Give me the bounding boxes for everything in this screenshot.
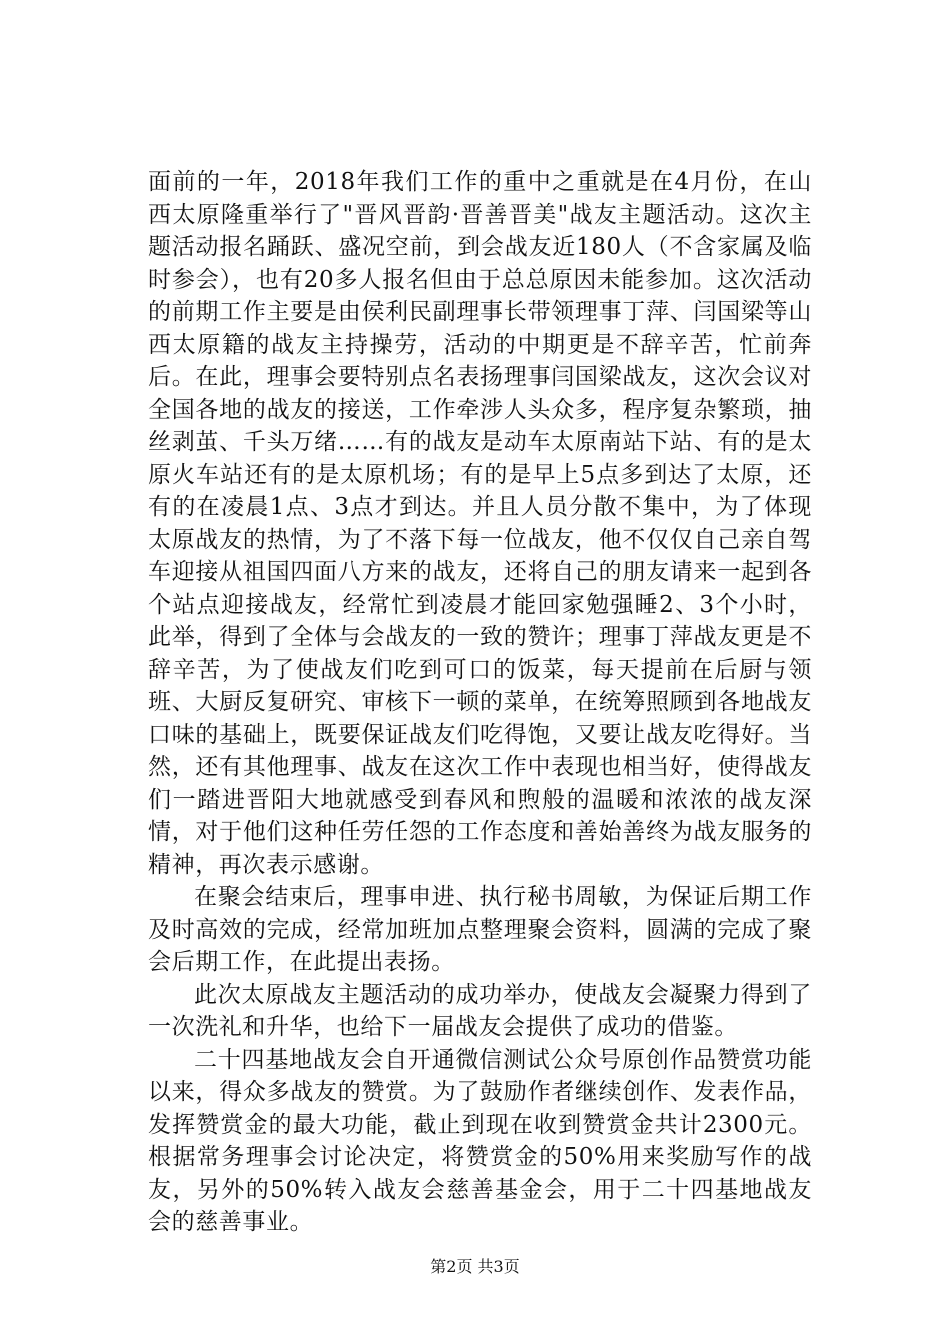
document-body xyxy=(148,166,812,1239)
body-paragraph-2: 在聚会结束后，理事申进、执行秘书周敏，为保证后期工作及时高效的完成，经常加班加点整理聚会资料，圆满的完成了聚会后期工作，在此提出表扬。 xyxy=(148,884,812,975)
page-number: 第2页 共3页 xyxy=(430,1257,520,1276)
body-paragraph-1: 面前的一年，2018年我们工作的重中之重就是在4月份，在山西太原隆重举行了"晋风晋韵·晋善晋美"战友主题活动。这次主题活动报名踊跃、盛况空前，到会战友近180人（不含家属及临时参会），也有20多人报名但由于总总原因未能参加。这次活动的前期工作主要是由侯利民副理事长带领理事丁萍、闫国梁等山西太原籍的战友主持操劳，活动的中期更是不辞辛苦，忙前奔后。在此，理事会要特别点名表扬理事闫国梁战友，这次会议对全国各地的战友的接送，工作牵涉人头众多，程序复杂繁琐，抽丝剥茧、千头万绪……有的战友是动车太原南站下站、有的是太原火车站还有的是太原机场；有的是早上5点多到达了太原，还有的在凌晨1点、3点才到达。并且人员分散不集中，为了体现太原战友的热情，为了不落下每一位战友，他不仅仅自己亲自驾车迎接从祖国四面八方来的战友，还将自己的朋友请来一起到各个站点迎接战友，经常忙到凌晨才能回家勉强睡2、3个小时，此举，得到了全体与会战友的一致的赞许；理事丁萍战友更是不辞辛苦，为了使战友们吃到可口的饭菜，每天提前在后厨与领班、大厨反复研究、审核下一顿的菜单，在统筹照顾到各地战友口味的基础上，既要保证战友们吃得饱，又要让战友吃得好。当然，还有其他理事、战友在这次工作中表现也相当好，使得战友们一踏进晋阳大地就感受到春风和煦般的温暖和浓浓的战友深情，对于他们这种任劳任怨的工作态度和善始善终为战友服务的精神，再次表示感谢。 xyxy=(148,169,812,878)
body-paragraph-4: 二十四基地战友会自开通微信测试公众号原创作品赞赏功能以来，得众多战友的赞赏。为了鼓励作者继续创作、发表作品，发挥赞赏金的最大功能，截止到现在收到赞赏金共计2300元。根据常务理事会讨论决定，将赞赏金的50%用来奖励写作的战友，另外的50%转入战友会慈善基金会，用于二十四基地战友会的慈善事业。 xyxy=(148,1046,812,1235)
body-paragraph-3: 此次太原战友主题活动的成功举办，使战友会凝聚力得到了一次洗礼和升华，也给下一届战友会提供了成功的借鉴。 xyxy=(148,981,812,1040)
page-footer xyxy=(0,1254,950,1277)
